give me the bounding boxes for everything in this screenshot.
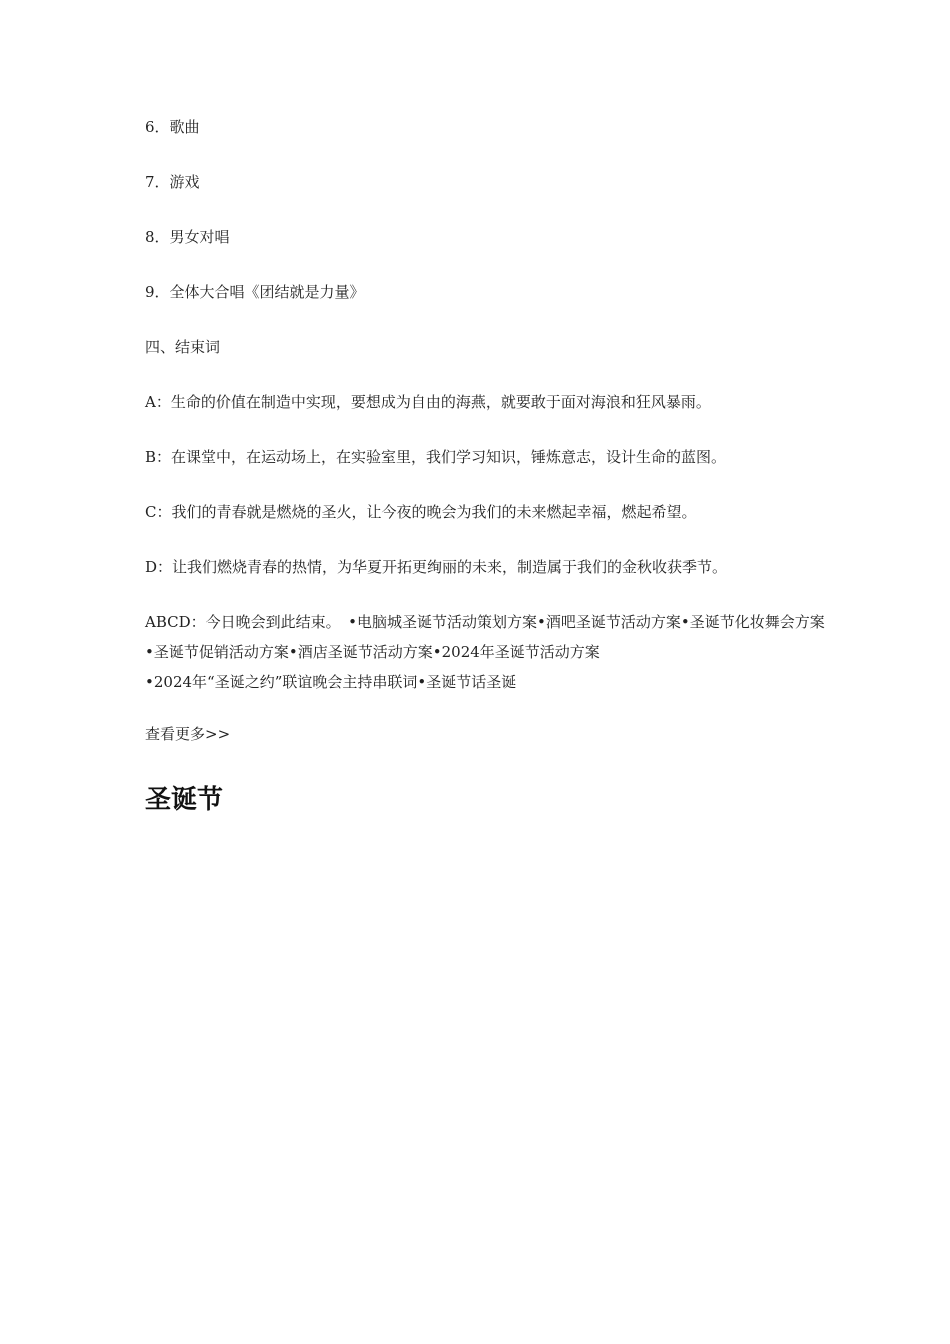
related-link-host-script[interactable]: 2024年“圣诞之约”联谊晚会主持串联词 xyxy=(153,673,418,691)
bullet-separator: • xyxy=(432,643,442,661)
program-item-9: 9．全体大合唱《团结就是力量》 xyxy=(145,283,365,301)
document-body xyxy=(145,112,825,817)
program-item-8: 8．男女对唱 xyxy=(145,228,230,246)
bullet-separator: • xyxy=(680,613,690,631)
bullet-separator: • xyxy=(288,643,298,661)
closing-line-a: A：生命的价值在制造中实现，要想成为自由的海燕，就要敢于面对海浪和狂风暴雨。 xyxy=(145,393,711,411)
closing-abcd-with-related-links xyxy=(145,607,825,697)
bullet-separator: • xyxy=(145,643,154,661)
bullet-separator: • xyxy=(537,613,546,631)
related-link-computer-mall[interactable]: 电脑城圣诞节活动策划方案 xyxy=(357,613,538,631)
program-item-6: 6．歌曲 xyxy=(145,118,200,136)
related-link-promotion[interactable]: 圣诞节促销活动方案 xyxy=(153,643,289,661)
related-link-hotel[interactable]: 酒店圣诞节活动方案 xyxy=(297,643,433,661)
related-link-bar[interactable]: 酒吧圣诞节活动方案 xyxy=(545,613,681,631)
closing-line-c: C：我们的青春就是燃烧的圣火，让今夜的晚会为我们的未来燃起幸福，燃起希望。 xyxy=(145,503,697,521)
bullet-separator: • xyxy=(145,673,154,691)
program-item-7: 7．游戏 xyxy=(145,173,200,191)
related-link-masquerade[interactable]: 圣诞节化妆舞会方案 xyxy=(689,613,825,631)
closing-line-abcd: ABCD：今日晚会到此结束。 xyxy=(145,613,334,631)
related-link-talk-christmas[interactable]: 圣诞节话圣诞 xyxy=(426,673,517,691)
section-heading: 圣诞节 xyxy=(145,785,224,815)
bullet-separator: • xyxy=(417,673,427,691)
related-link-2024-plan[interactable]: 2024年圣诞节活动方案 xyxy=(441,643,600,661)
view-more-link[interactable]: 查看更多>> xyxy=(145,725,231,743)
bullet-separator: • xyxy=(348,613,358,631)
closing-title: 四、结束词 xyxy=(145,338,221,356)
closing-line-b: B：在课堂中，在运动场上，在实验室里，我们学习知识，锤炼意志，设计生命的蓝图。 xyxy=(145,448,727,466)
closing-line-d: D：让我们燃烧青春的热情，为华夏开拓更绚丽的未来，制造属于我们的金秋收获季节。 xyxy=(145,558,728,576)
